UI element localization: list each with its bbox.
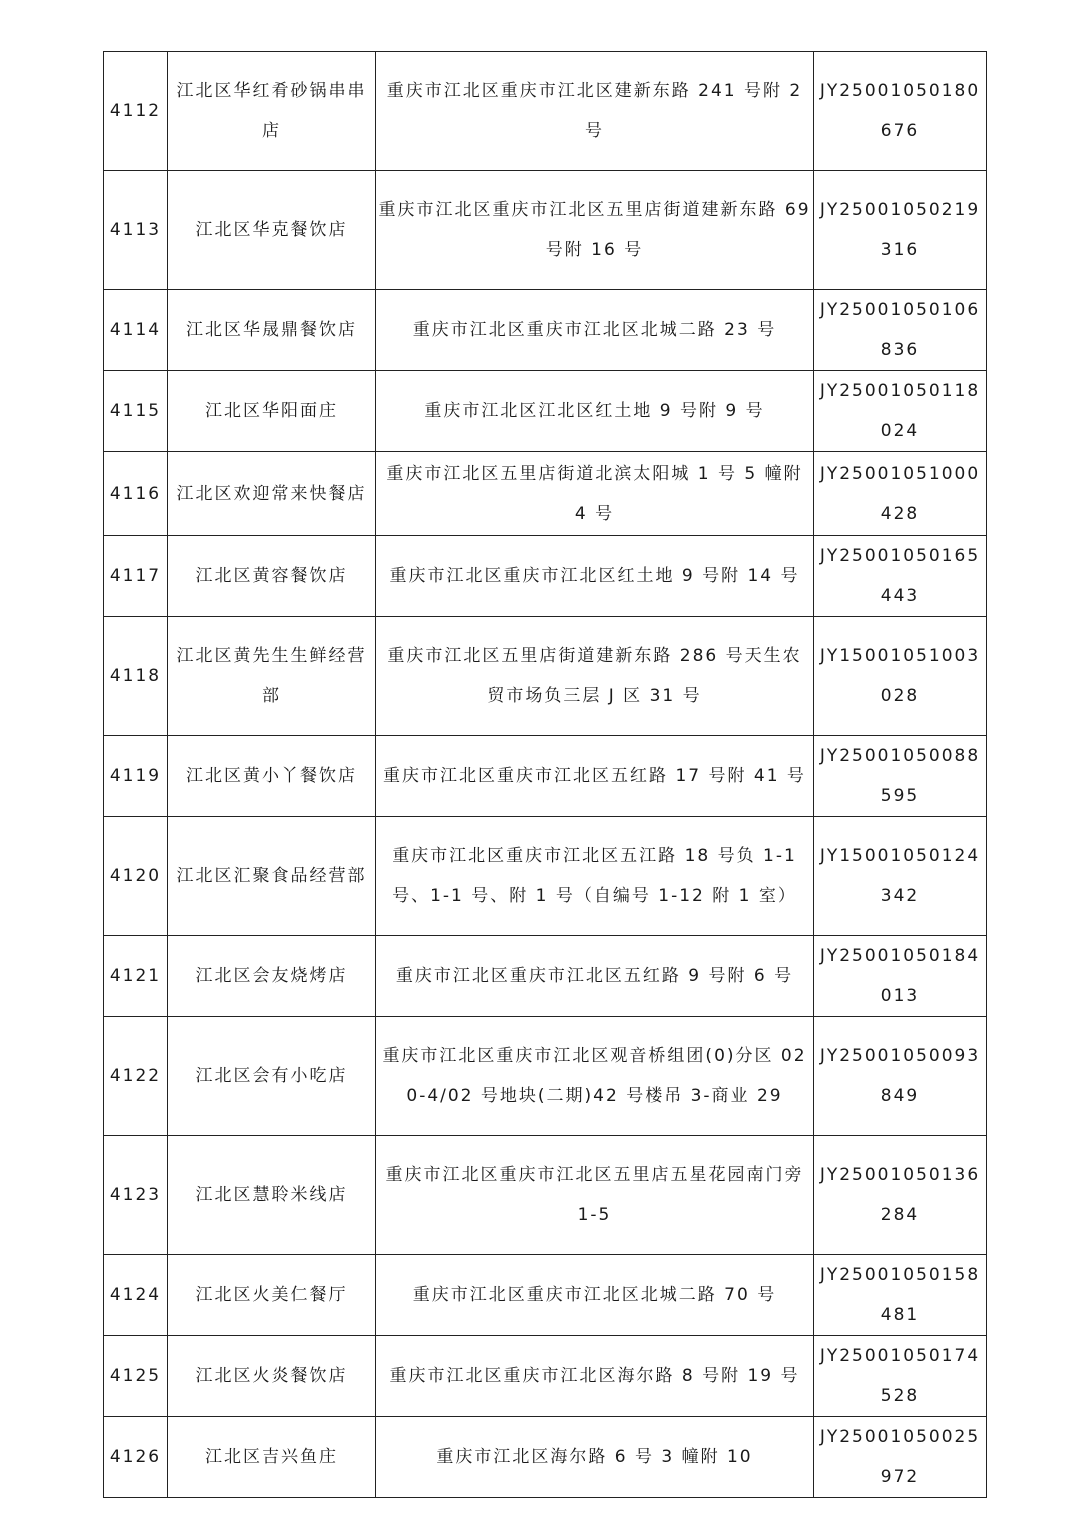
business-name: 江北区火美仁餐厅 <box>168 1255 376 1336</box>
business-name: 江北区华红肴砂锅串串店 <box>168 52 376 171</box>
row-number: 4123 <box>104 1136 168 1255</box>
row-number: 4115 <box>104 371 168 452</box>
business-name: 江北区会有小吃店 <box>168 1017 376 1136</box>
license-number: JY25001050025972 <box>814 1417 987 1498</box>
row-number: 4113 <box>104 171 168 290</box>
business-name: 江北区黄容餐饮店 <box>168 536 376 617</box>
row-number: 4121 <box>104 936 168 1017</box>
business-name: 江北区黄小丫餐饮店 <box>168 736 376 817</box>
business-name: 江北区欢迎常来快餐店 <box>168 452 376 536</box>
business-name: 江北区火炎餐饮店 <box>168 1336 376 1417</box>
business-name: 江北区华克餐饮店 <box>168 171 376 290</box>
business-address: 重庆市江北区重庆市江北区海尔路 8 号附 19 号 <box>376 1336 814 1417</box>
table-row <box>104 536 987 617</box>
row-number: 4124 <box>104 1255 168 1336</box>
table-row <box>104 171 987 290</box>
business-address: 重庆市江北区重庆市江北区五红路 9 号附 6 号 <box>376 936 814 1017</box>
license-number: JY25001050093849 <box>814 1017 987 1136</box>
license-number: JY25001050184013 <box>814 936 987 1017</box>
table-row <box>104 1336 987 1417</box>
row-number: 4119 <box>104 736 168 817</box>
business-name: 江北区汇聚食品经营部 <box>168 817 376 936</box>
business-license-table <box>103 51 987 1498</box>
row-number: 4125 <box>104 1336 168 1417</box>
business-name: 江北区会友烧烤店 <box>168 936 376 1017</box>
license-number: JY25001050219316 <box>814 171 987 290</box>
row-number: 4114 <box>104 290 168 371</box>
business-address: 重庆市江北区五里店街道建新东路 286 号天生农贸市场负三层 J 区 31 号 <box>376 617 814 736</box>
table-row <box>104 52 987 171</box>
table-row <box>104 452 987 536</box>
row-number: 4116 <box>104 452 168 536</box>
business-name: 江北区慧聆米线店 <box>168 1136 376 1255</box>
business-address: 重庆市江北区重庆市江北区北城二路 23 号 <box>376 290 814 371</box>
license-number: JY25001050174528 <box>814 1336 987 1417</box>
table-row <box>104 1017 987 1136</box>
table-row <box>104 817 987 936</box>
table-row <box>104 371 987 452</box>
row-number: 4122 <box>104 1017 168 1136</box>
license-number: JY25001050158481 <box>814 1255 987 1336</box>
license-number: JY25001050088595 <box>814 736 987 817</box>
business-address: 重庆市江北区重庆市江北区五红路 17 号附 41 号 <box>376 736 814 817</box>
table-row <box>104 290 987 371</box>
license-number: JY25001050180676 <box>814 52 987 171</box>
table-row <box>104 936 987 1017</box>
business-name: 江北区华阳面庄 <box>168 371 376 452</box>
license-number: JY15001050124342 <box>814 817 987 936</box>
row-number: 4117 <box>104 536 168 617</box>
table-row <box>104 736 987 817</box>
table-row <box>104 617 987 736</box>
business-name: 江北区华晟鼎餐饮店 <box>168 290 376 371</box>
license-number: JY25001050106836 <box>814 290 987 371</box>
table-row <box>104 1136 987 1255</box>
business-address: 重庆市江北区重庆市江北区红土地 9 号附 14 号 <box>376 536 814 617</box>
license-number: JY25001050136284 <box>814 1136 987 1255</box>
license-number: JY25001051000428 <box>814 452 987 536</box>
business-address: 重庆市江北区重庆市江北区五江路 18 号负 1-1 号、1-1 号、附 1 号（自编号 1-12 附 1 室） <box>376 817 814 936</box>
row-number: 4126 <box>104 1417 168 1498</box>
business-address: 重庆市江北区重庆市江北区五里店五星花园南门旁 1-5 <box>376 1136 814 1255</box>
business-address: 重庆市江北区重庆市江北区建新东路 241 号附 2 号 <box>376 52 814 171</box>
license-number: JY25001050118024 <box>814 371 987 452</box>
business-address: 重庆市江北区重庆市江北区观音桥组团(0)分区 020-4/02 号地块(二期)42 号楼吊 3-商业 29 <box>376 1017 814 1136</box>
license-number: JY15001051003028 <box>814 617 987 736</box>
business-address: 重庆市江北区海尔路 6 号 3 幢附 10 <box>376 1417 814 1498</box>
document-page <box>103 51 986 1498</box>
business-name: 江北区黄先生生鲜经营部 <box>168 617 376 736</box>
row-number: 4112 <box>104 52 168 171</box>
business-address: 重庆市江北区江北区红土地 9 号附 9 号 <box>376 371 814 452</box>
business-address: 重庆市江北区五里店街道北滨太阳城 1 号 5 幢附 4 号 <box>376 452 814 536</box>
business-address: 重庆市江北区重庆市江北区北城二路 70 号 <box>376 1255 814 1336</box>
business-name: 江北区吉兴鱼庄 <box>168 1417 376 1498</box>
license-number: JY25001050165443 <box>814 536 987 617</box>
row-number: 4120 <box>104 817 168 936</box>
row-number: 4118 <box>104 617 168 736</box>
table-body <box>104 52 987 1498</box>
table-row <box>104 1255 987 1336</box>
table-row <box>104 1417 987 1498</box>
business-address: 重庆市江北区重庆市江北区五里店街道建新东路 69 号附 16 号 <box>376 171 814 290</box>
